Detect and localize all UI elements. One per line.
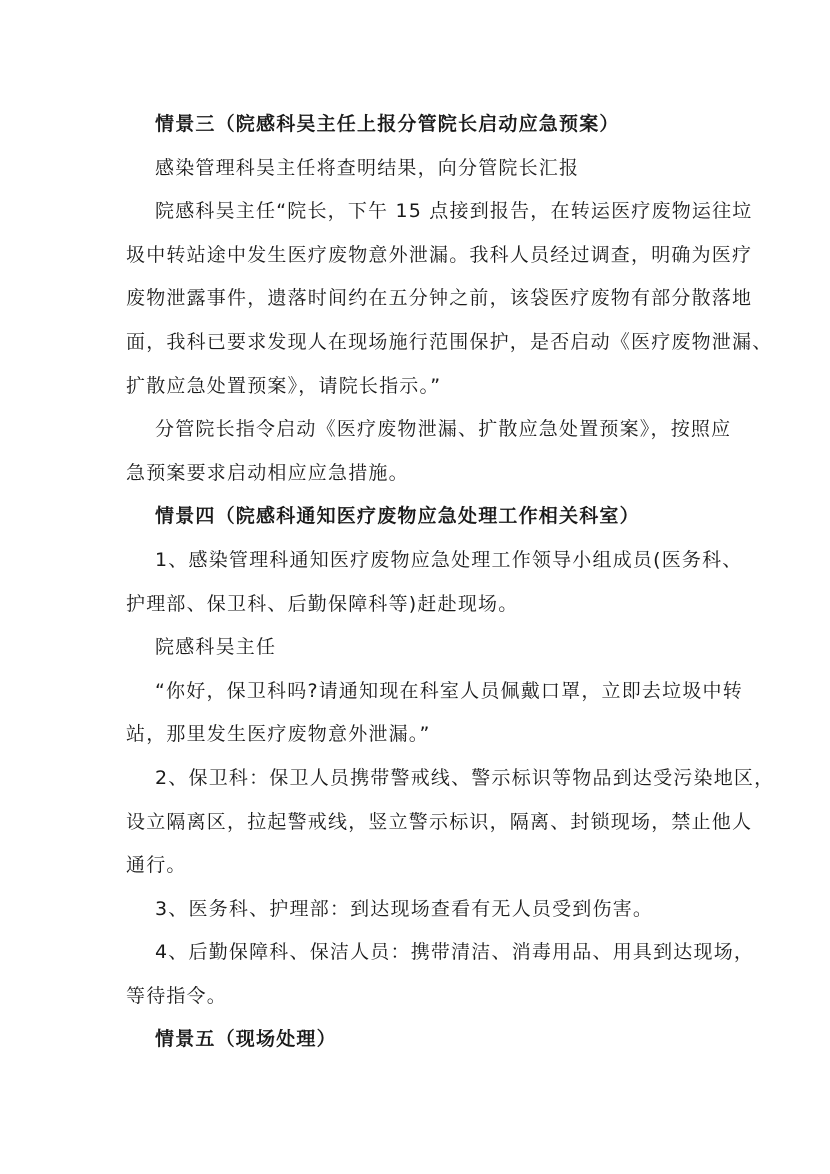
text-line: “你好，保卫科吗?请通知现在科室人员佩戴口罩，立即去垃圾中转 (155, 679, 743, 702)
text-line: 3、医务科、护理部：到达现场查看有无人员受到伤害。 (155, 897, 654, 920)
paragraph (126, 757, 775, 888)
paragraph (126, 147, 704, 191)
text-line: 情景三（院感科吴主任上报分管院长启动应急预案） (155, 113, 620, 135)
text-line: 院感科吴主任 (155, 636, 277, 659)
paragraph (126, 670, 743, 757)
text-line: 圾中转站途中发生医疗废物意外泄漏。我科人员经过调查，明确为医疗 (126, 243, 753, 266)
section-heading (126, 103, 704, 147)
section-heading (126, 495, 704, 539)
text-line: 设立隔离区，拉起警戒线，竖立警示标识，隔离、封锁现场，禁止他人 (126, 810, 753, 833)
paragraph (126, 931, 755, 1018)
paragraph (126, 626, 704, 670)
paragraph (126, 888, 704, 932)
text-line: 废物泄露事件，遗落时间约在五分钟之前，该袋医疗废物有部分散落地 (126, 287, 753, 310)
document-page (126, 103, 775, 1062)
paragraph (126, 539, 743, 626)
text-line: 护理部、保卫科、后勤保障科等)赶赴现场。 (126, 592, 519, 615)
text-line: 1、感染管理科通知医疗废物应急处理工作领导小组成员(医务科、 (155, 548, 743, 571)
section-heading (126, 1018, 704, 1062)
text-line: 通行。 (126, 854, 187, 877)
text-line: 情景五（现场处理） (155, 1028, 337, 1051)
paragraph (126, 190, 773, 408)
text-line: 等待指令。 (126, 984, 228, 1007)
paragraph (126, 408, 732, 495)
text-line: 4、后勤保障科、保洁人员：携带清洁、消毒用品、用具到达现场， (155, 941, 755, 964)
text-line: 院感科吴主任“院长，下午 15 点接到报告，在转运医疗废物运往垃 (155, 200, 753, 223)
text-line: 急预案要求启动相应应急措施。 (126, 461, 409, 484)
text-line: 情景四（院感科通知医疗废物应急处理工作相关科室） (155, 505, 640, 528)
text-line: 站，那里发生医疗废物意外泄漏。” (126, 723, 431, 746)
text-line: 面，我科已要求发现人在现场施行范围保护，是否启动《医疗废物泄漏、 (126, 330, 773, 353)
text-line: 分管院长指令启动《医疗废物泄漏、扩散应急处置预案》，按照应 (155, 418, 732, 441)
text-line: 2、保卫科：保卫人员携带警戒线、警示标识等物品到达受污染地区， (155, 766, 775, 789)
text-line: 扩散应急处置预案》，请院长指示。” (126, 374, 442, 397)
text-line: 感染管理科吴主任将查明结果，向分管院长汇报 (155, 156, 580, 179)
